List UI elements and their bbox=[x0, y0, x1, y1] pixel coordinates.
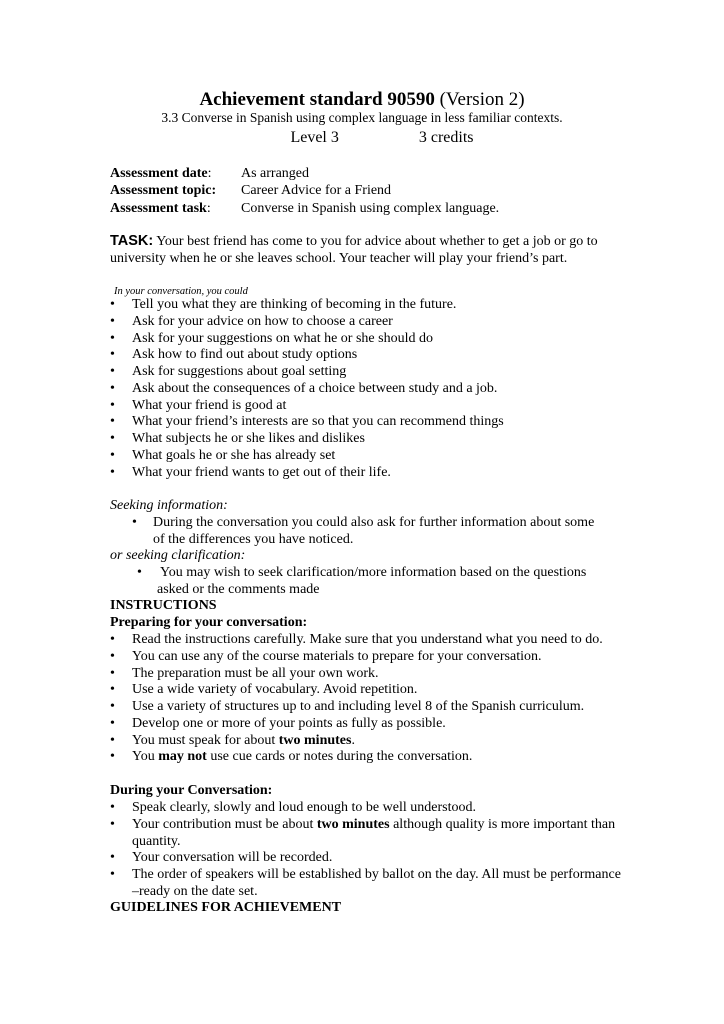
list-item: • You can use any of the course materials to prepare for your conversation. bbox=[110, 648, 542, 664]
bullet-icon: • bbox=[132, 515, 137, 530]
meta-row-date: Assessment date: As arranged bbox=[110, 166, 499, 183]
bullet-icon: • bbox=[110, 867, 115, 883]
seeking-clarification-label: or seeking clarification: bbox=[110, 548, 246, 563]
list-item: • Use a variety of structures up to and including level 8 of the Spanish curriculum. bbox=[110, 699, 585, 714]
list-item: • Ask how to find out about study options bbox=[110, 347, 358, 363]
list-item: • What subjects he or she likes and dislikes bbox=[110, 431, 365, 446]
bullet-icon: • bbox=[110, 715, 115, 731]
meta-row-task: Assessment task: Converse in Spanish using complex language. bbox=[110, 201, 499, 218]
bullet-icon: • bbox=[110, 464, 115, 480]
conversation-intro: In your conversation, you could bbox=[114, 286, 248, 297]
list-item: • Ask for suggestions about goal setting bbox=[110, 364, 347, 379]
preparing-heading: Preparing for your conversation: bbox=[110, 615, 308, 630]
instructions-heading: INSTRUCTIONS bbox=[110, 598, 217, 613]
list-item: • Develop one or more of your points as fully as possible. bbox=[110, 715, 446, 731]
seeking-clarification-item: • You may wish to seek clarification/more information based on the questions asked or the comments made bbox=[137, 565, 587, 597]
bullet-icon: • bbox=[110, 330, 115, 346]
meta-value: As arranged bbox=[241, 166, 310, 181]
bullet-icon: • bbox=[110, 431, 115, 446]
list-item: • Use a wide variety of vocabulary. Avoid repetition. bbox=[110, 682, 418, 698]
list-item: • Ask about the consequences of a choice between study and a job. bbox=[110, 380, 498, 396]
credits-text: 3 credits bbox=[418, 129, 474, 146]
preparing-list bbox=[110, 632, 650, 766]
meta-row-topic bbox=[110, 183, 499, 200]
bullet-icon: • bbox=[110, 414, 115, 430]
meta-value: Converse in Spanish using complex language. bbox=[241, 200, 500, 216]
list-item: • What your friend’s interests are so that you can recommend things bbox=[110, 414, 504, 430]
during-list bbox=[110, 800, 630, 901]
guidelines-heading: GUIDELINES FOR ACHIEVEMENT bbox=[110, 900, 342, 915]
list-item: • What your friend is good at bbox=[110, 397, 287, 413]
list-item: • What goals he or she has already set bbox=[110, 447, 336, 463]
meta-label: Assessment topic: bbox=[110, 183, 217, 199]
list-item: • Speak clearly, slowly and loud enough to be well understood. bbox=[110, 800, 476, 815]
list-item: • You must speak for about two minutes. bbox=[110, 732, 355, 748]
meta-label: Assessment date bbox=[110, 166, 208, 181]
list-item: • Your conversation will be recorded. bbox=[110, 850, 333, 866]
bullet-icon: • bbox=[110, 800, 115, 815]
level-text: Level 3 bbox=[290, 129, 339, 146]
task-text: Your best friend has come to you for advice about whether to get a job or go to university when he or she leaves school. Your teacher will play your friend’s part. bbox=[110, 234, 598, 266]
bullet-icon: • bbox=[110, 632, 115, 647]
title-version: (Version 2) bbox=[439, 89, 525, 110]
meta-label: Assessment task bbox=[110, 200, 207, 216]
bullet-icon: • bbox=[110, 364, 115, 379]
bullet-icon: • bbox=[110, 447, 115, 463]
list-item: • Read the instructions carefully. Make sure that you understand what you need to do. bbox=[110, 632, 603, 647]
page-title bbox=[0, 89, 724, 111]
bullet-icon: • bbox=[110, 732, 115, 748]
list-item: • The order of speakers will be established by ballot on the day. All must be performance –ready on the date set. bbox=[110, 867, 621, 899]
title-standard: Achievement standard 90590 bbox=[199, 89, 435, 110]
bullet-icon: • bbox=[137, 565, 142, 580]
list-item: • You may not use cue cards or notes during the conversation. bbox=[110, 749, 473, 765]
bullet-icon: • bbox=[110, 397, 115, 413]
bullet-icon: • bbox=[110, 297, 115, 312]
bullet-icon: • bbox=[110, 313, 115, 329]
seeking-information-label: Seeking information: bbox=[110, 498, 228, 513]
list-item: • What your friend wants to get out of their life. bbox=[110, 464, 391, 480]
bullet-icon: • bbox=[110, 699, 115, 714]
seeking-information-item: • During the conversation you could also ask for further information about some of the differences you have noticed. bbox=[132, 515, 595, 547]
meta-value: Career Advice for a Friend bbox=[241, 183, 392, 199]
task-paragraph bbox=[110, 233, 630, 268]
bullet-icon: • bbox=[110, 648, 115, 664]
during-heading: During your Conversation: bbox=[110, 783, 273, 798]
list-item: • The preparation must be all your own work. bbox=[110, 665, 379, 681]
assessment-meta bbox=[110, 166, 499, 218]
conversation-list bbox=[110, 297, 630, 481]
list-item: • Ask for your advice on how to choose a career bbox=[110, 313, 393, 329]
bullet-icon: • bbox=[110, 665, 115, 681]
bullet-icon: • bbox=[110, 850, 115, 866]
bullet-icon: • bbox=[110, 749, 115, 765]
list-item: • Tell you what they are thinking of becoming in the future. bbox=[110, 297, 457, 312]
bullet-icon: • bbox=[110, 682, 115, 698]
list-item: • Your contribution must be about two minutes although quality is more important than quantity. bbox=[110, 816, 616, 849]
bullet-icon: • bbox=[110, 816, 115, 832]
bullet-icon: • bbox=[110, 347, 115, 363]
bullet-icon: • bbox=[110, 380, 115, 396]
list-item: • Ask for your suggestions on what he or she should do bbox=[110, 330, 433, 346]
level-credits-line bbox=[0, 128, 724, 147]
page-subtitle: 3.3 Converse in Spanish using complex language in less familiar contexts. bbox=[161, 110, 563, 125]
task-label: TASK: bbox=[110, 233, 154, 249]
